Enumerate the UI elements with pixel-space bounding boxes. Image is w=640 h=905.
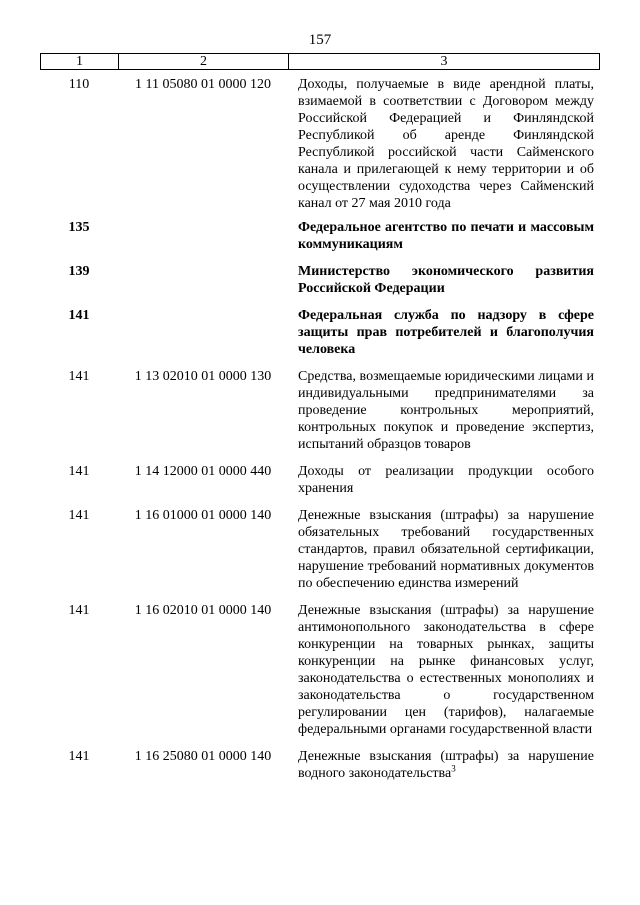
table-row xyxy=(0,263,640,297)
footnote-marker: 3 xyxy=(451,763,456,774)
revenue-code: 1 16 01000 01 0000 140 xyxy=(134,508,272,523)
revenue-code: 1 16 25080 01 0000 140 xyxy=(134,749,272,764)
revenue-code: 1 11 05080 01 0000 120 xyxy=(135,77,271,92)
agency-name: Федеральное агентство по печати и массовым коммуникациям xyxy=(298,220,594,252)
admin-code: 141 xyxy=(68,464,90,479)
revenue-description xyxy=(298,748,594,782)
revenue-code xyxy=(118,263,288,297)
revenue-description: Доходы от реализации продукции особого хранения xyxy=(298,464,594,496)
table-row xyxy=(0,219,640,253)
revenue-description: Денежные взыскания (штрафы) за нарушение обязательных требований государственных стандартов, правил обязательной сертификации, нарушение требований нормативных документов по обеспечению единства измерений xyxy=(298,508,594,591)
table-row xyxy=(0,307,640,358)
revenue-description: Доходы, получаемые в виде арендной платы, взимаемой в соответствии с Договором между Российской Федерацией и Финляндской Республикой об аренде Финляндской Республикой российской части Сайменского канала и прилегающей к нему территории и об осуществлении судоходства через Сайменский канал от 27 мая 2010 года xyxy=(298,77,594,211)
revenue-code: 1 13 02010 01 0000 130 xyxy=(134,369,272,384)
table-row xyxy=(0,507,640,592)
revenue-description: Средства, возмещаемые юридическими лицами и индивидуальными предпринимателями за проведение контрольных мероприятий, контрольных покупок и проведение экспертиз, испытаний образцов товаров xyxy=(298,369,594,452)
table-header xyxy=(40,53,600,70)
table-row xyxy=(0,76,640,212)
revenue-code: 1 14 12000 01 0000 440 xyxy=(134,464,272,479)
column-header-1: 1 xyxy=(41,54,119,69)
admin-code: 141 xyxy=(68,749,90,764)
table-row xyxy=(0,463,640,497)
admin-code: 141 xyxy=(68,308,90,323)
agency-name: Федеральная служба по надзору в сфере защиты прав потребителей и благополучия человека xyxy=(298,308,594,357)
table-row xyxy=(0,748,640,782)
table-body xyxy=(0,76,640,782)
column-header-3: 3 xyxy=(440,54,448,69)
revenue-code xyxy=(118,219,288,253)
admin-code: 141 xyxy=(68,603,90,618)
page-number: 157 xyxy=(308,32,332,48)
table-row xyxy=(0,602,640,738)
admin-code: 110 xyxy=(68,77,90,92)
agency-name: Министерство экономического развития Российской Федерации xyxy=(298,264,594,296)
revenue-description: Денежные взыскания (штрафы) за нарушение антимонопольного законодательства в сфере конкуренции на товарных рынках, защиты конкуренции на рынке финансовых услуг, законодательства о естественных монополиях и законодательства о государственном регулировании цен (тарифов), налагаемые федеральными органами государственной власти xyxy=(298,603,594,737)
table-row xyxy=(0,368,640,453)
revenue-code xyxy=(118,307,288,358)
revenue-code: 1 16 02010 01 0000 140 xyxy=(134,603,272,618)
description-text: Денежные взыскания (штрафы) за нарушение водного законодательства xyxy=(298,749,594,781)
admin-code: 135 xyxy=(68,220,90,235)
column-header-2: 2 xyxy=(119,54,289,69)
admin-code: 139 xyxy=(68,264,90,279)
admin-code: 141 xyxy=(68,369,90,384)
admin-code: 141 xyxy=(68,508,90,523)
